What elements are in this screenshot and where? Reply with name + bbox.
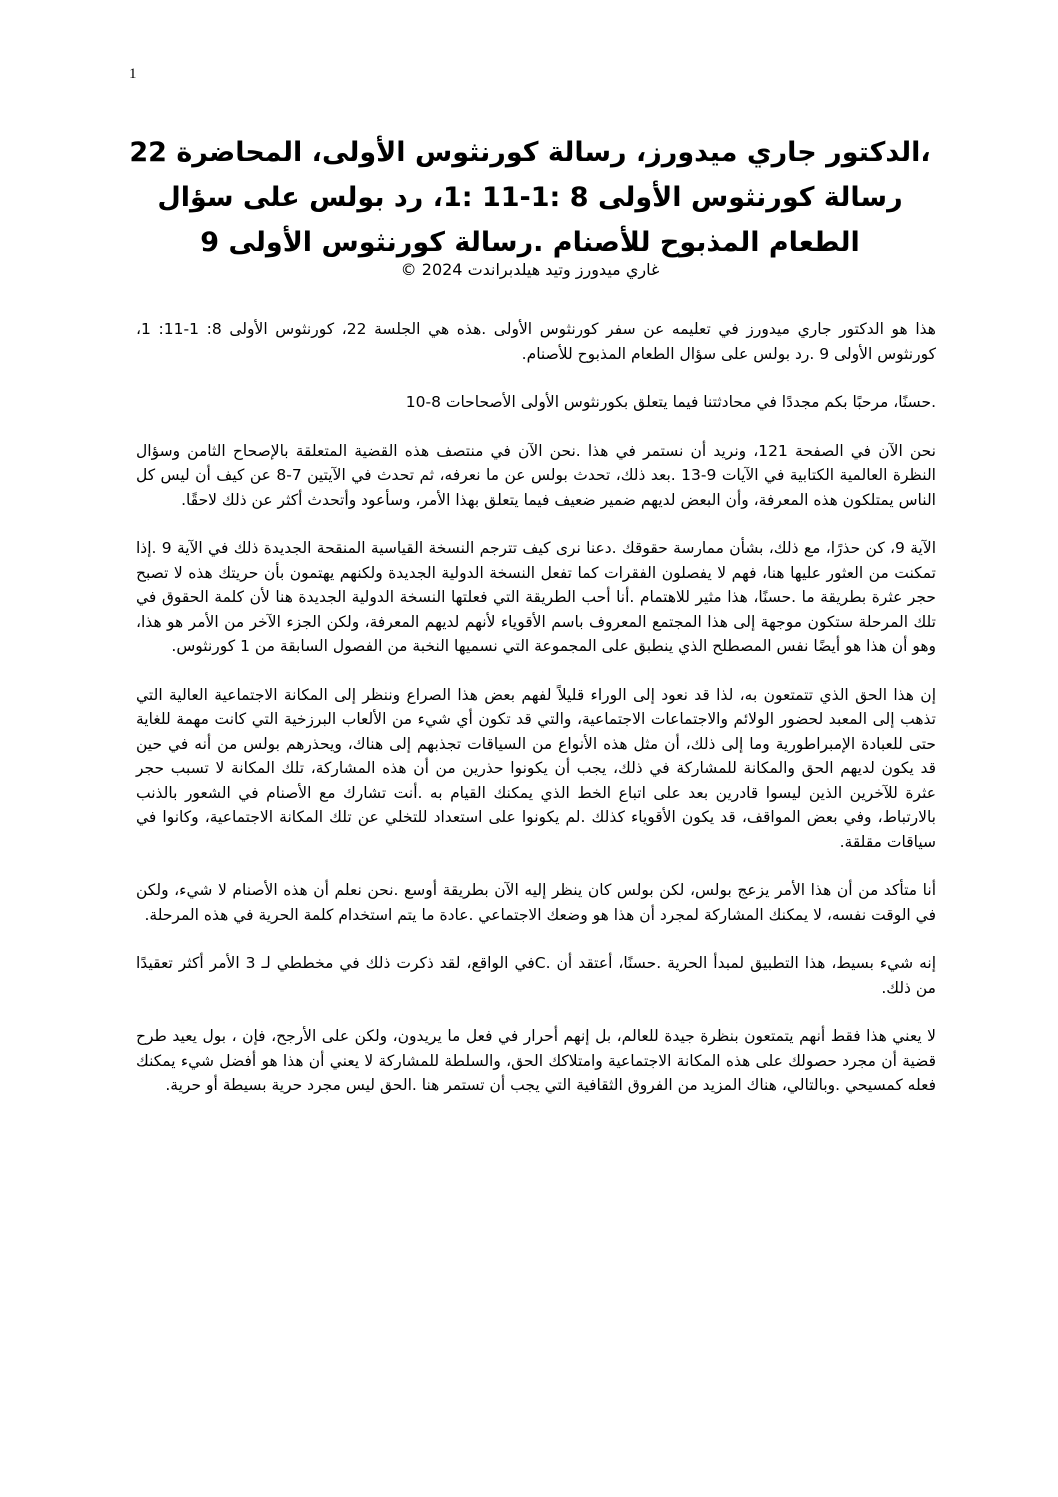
- paragraph: لا يعني هذا فقط أنهم يتمتعون بنظرة جيدة للعالم، بل إنهم أحرار في فعل ما يريدون، ولكن على الأرجح، فإن ، بول يعيد طرح قضية أن مجرد حصولك على هذه المكانة الاجتماعية وامتلاكك الحق، والسلطة للمشاركة لا يعني أن هذا هو أفضل شيء يمكنك فعله كمسيحي .وبالتالي، هناك المزيد من الفروق الثقافية التي يجب أن تستمر هنا .الحق ليس مجرد حرية بسيطة أو حرية.: [136, 1027, 936, 1094]
- copyright-line: غاري ميدورز وتيد هيلدبراندت 2024 ©: [400, 260, 660, 279]
- paragraph-welcome: .حسنًا، مرحبًا بكم مجددًا في محادثتنا فيما يتعلق بكورنثوس الأولى الأصحاحات 8-10: [405, 393, 936, 411]
- paragraph: إنه شيء بسيط، هذا التطبيق لمبدأ الحرية .حسنًا، أعتقد أن .Cفي الواقع، لقد ذكرت ذلك في مخططي لـ 3 الأمر أكثر تعقيدًا من ذلك.: [136, 954, 937, 997]
- document-title: ،الدكتور جاري ميدورز، رسالة كورنثوس الأولى، المحاضرة 22 رسالة كورنثوس الأولى 8 :1-11 :1، رد بولس على سؤال الطعام المذبوح للأصنام .رسالة كورنثوس الأولى 9: [129, 137, 931, 258]
- paragraph: إن هذا الحق الذي تتمتعون به، لذا قد نعود إلى الوراء قليلاً لفهم بعض هذا الصراع وننظر إلى المكانة الاجتماعية العالية التي تذهب إلى المعبد لحضور الولائم والاجتماعات الاجتماعية، والتي قد تكون أي شيء من الألعاب البرزخية التي كانت مهمة للغاية حتى للعبادة الإمبراطورية وما إلى ذلك، أن مثل هذه الأنواع من السياقات تجذبهم إلى هناك، ويحذرهم بولس من أنه في حين قد يكون لديهم الحق والمكانة للمشاركة في ذلك، يجب أن يكونوا حذرين من أن هذه المشاركة، تلك المكانة لا تسبب حجر عثرة للآخرين الذين ليسوا قادرين بعد على اتباع الخط الذي يمكنك القيام به .أنت تشارك مع الأصنام في الشعور بالذنب بالارتباط، وفي بعض المواقف، قد يكون الأقوياء كذلك .لم يكونوا على استعداد للتخلي عن تلك المكانة الاجتماعية، وكانوا في سياقات مقلقة.: [136, 685, 936, 851]
- document-body: [136, 317, 936, 1122]
- paragraph: نحن الآن في الصفحة 121، ونريد أن نستمر في هذا .نحن الآن في منتصف هذه القضية المتعلقة بالإصحاح الثامن وسؤال النظرة العالمية الكتابية في الآيات 9-13 .بعد ذلك، تحدث بولس عن ما نعرفه، ثم تحدث في الآيتين 7-8 عن كيف أن ليس كل الناس يمتلكون هذه المعرفة، وأن البعض لديهم ضمير ضعيف فيما يتعلق بهذا الأمر، وسأعود وأتحدث أكثر عن ذلك لاحقًا.: [136, 441, 936, 509]
- paragraph: الآية 9، كن حذرًا، مع ذلك، بشأن ممارسة حقوقك .دعنا نرى كيف تترجم النسخة القياسية المنقحة الجديدة ذلك في الآية 9 .إذا تمكنت من العثور عليها هنا، فهم لا يفصلون الفقرات كما تفعل النسخة الدولية الجديدة ولكنهم يهتمون بأن حريتك هذه لا تصبح حجر عثرة بطريقة ما .حسنًا، هذا مثير للاهتمام .أنا أحب الطريقة التي فعلتها النسخة الدولية الجديدة هنا لأن كلمة الحقوق في تلك المرحلة ستكون موجهة إلى هذا المجتمع المعروف باسم الأقوياء لأنهم لديهم المعرفة، ولكن الجزء الآخر من الأمر هو هذا، وهو أن هذا هو أيضًا نفس المصطلح الذي ينطبق على المجموعة التي نسميها النخبة من الفصول السابقة من 1 كورنثوس.: [136, 539, 936, 655]
- page-number: 1: [129, 66, 137, 82]
- paragraph-intro: هذا هو الدكتور جاري ميدورز في تعليمه عن سفر كورنثوس الأولى .هذه هي الجلسة 22، كورنثوس الأولى 8: 1-11: 1، كورنثوس الأولى 9 .رد بولس على سؤال الطعام المذبوح للأصنام.: [136, 320, 936, 363]
- document-header: [110, 130, 950, 281]
- paragraph: أنا متأكد من أن هذا الأمر يزعج بولس، لكن بولس كان ينظر إليه الآن بطريقة أوسع .نحن نعلم أن هذه الأصنام لا شيء، ولكن في الوقت نفسه، لا يمكنك المشاركة لمجرد أن هذا هو وضعك الاجتماعي .عادة ما يتم استخدام كلمة الحرية في هذه المرحلة.: [136, 881, 936, 924]
